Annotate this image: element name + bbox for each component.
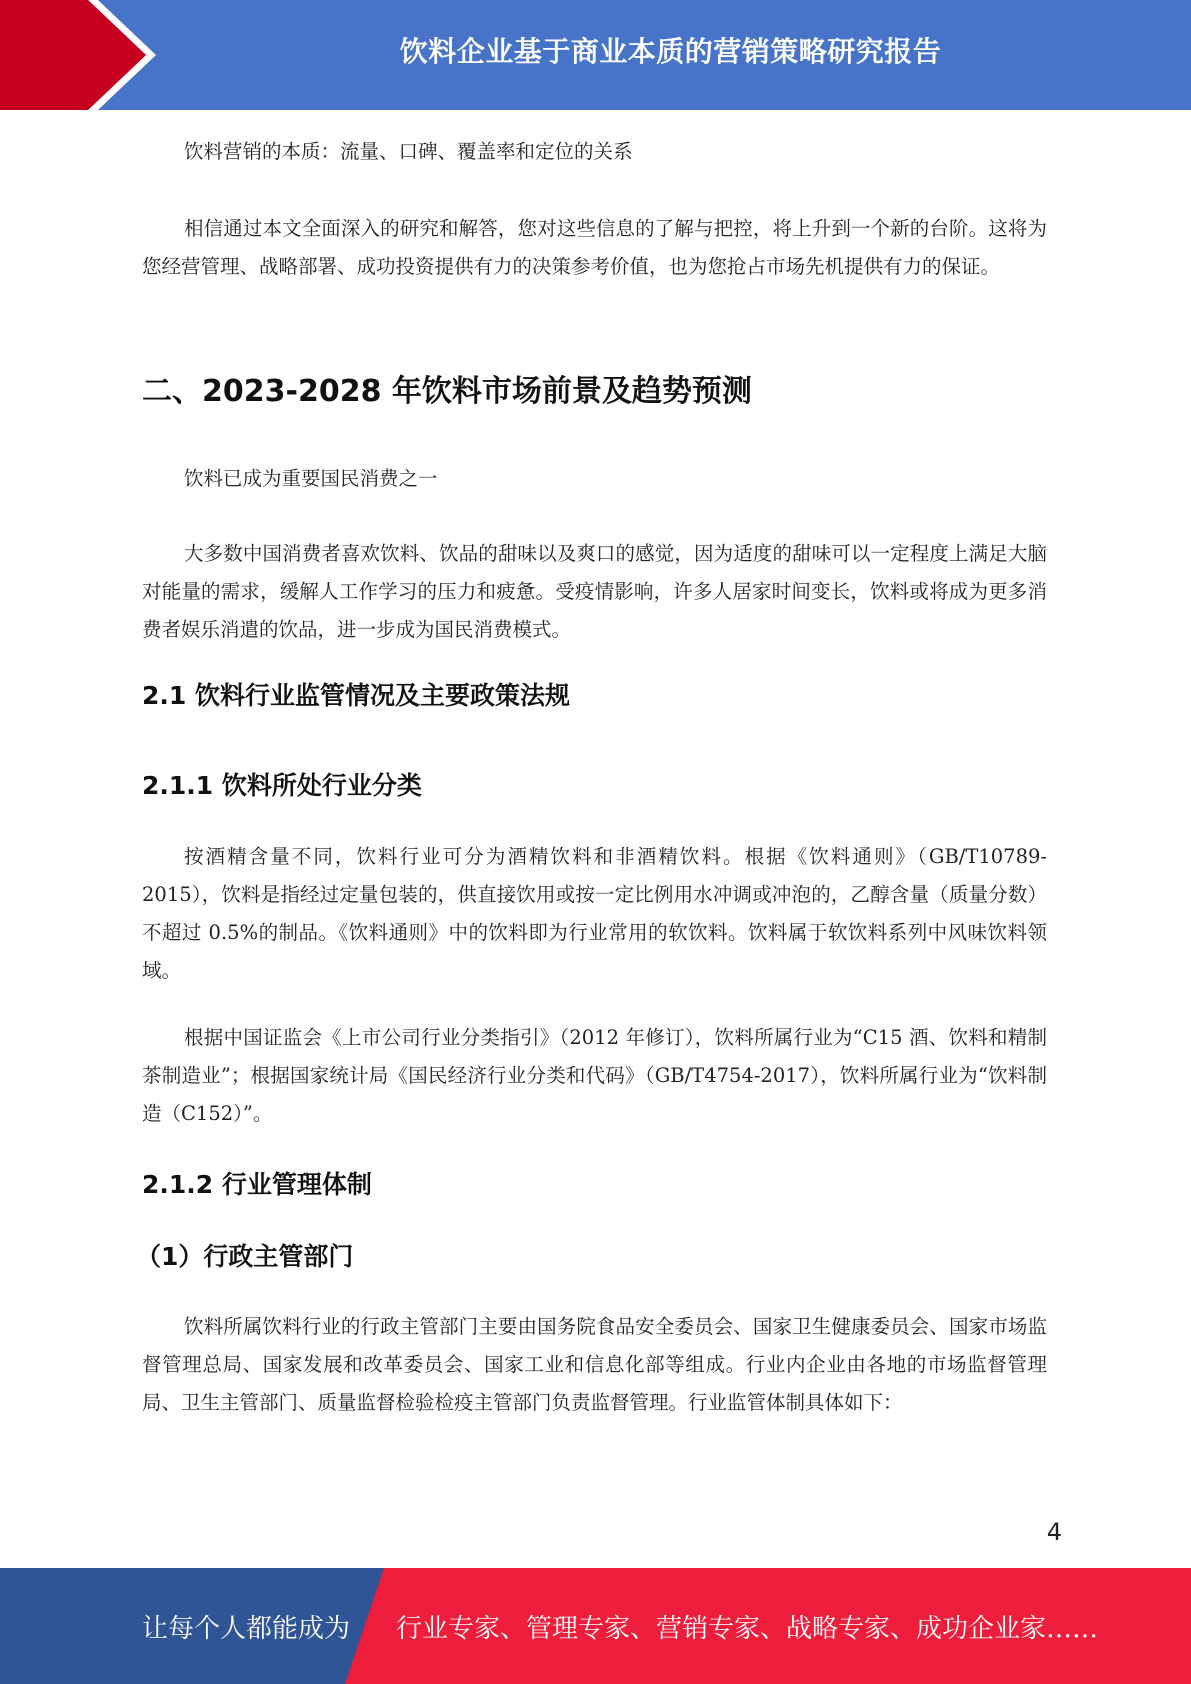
paragraph-intro-value: 相信通过本文全面深入的研究和解答，您对这些信息的了解与把控，将上升到一个新的台阶。这将为您经营管理、战略部署、成功投资提供有力的决策参考价值，也为您抢占市场先机提供有力的保证。 xyxy=(142,217,1047,278)
section-heading-market-outlook: 二、2023-2028 年饮料市场前景及趋势预测 xyxy=(142,374,752,409)
subsection-heading-2-1-2: 2.1.2 行业管理体制 xyxy=(142,1170,372,1199)
subsection-heading-2-1-1: 2.1.1 饮料所处行业分类 xyxy=(142,771,422,800)
report-title: 饮料企业基于商业本质的营销策略研究报告 xyxy=(399,35,942,68)
paragraph-csrc-classification: 根据中国证监会《上市公司行业分类指引》（2012 年修订），饮料所属行业为“C15 酒、饮料和精制茶制造业”；根据国家统计局《国民经济行业分类和代码》（GB/T4754-2017），饮料所属行业为“饮料制造（C152）”。 xyxy=(142,1026,1047,1125)
paragraph-marketing-essence: 饮料营销的本质：流量、口碑、覆盖率和定位的关系 xyxy=(184,140,633,163)
paragraph-consumer-preference: 大多数中国消费者喜欢饮料、饮品的甜味以及爽口的感觉，因为适度的甜味可以一定程度上满足大脑对能量的需求，缓解人工作学习的压力和疲惫。受疫情影响，许多人居家时间变长，饮料或将成为更多消费者娱乐消遣的饮品，进一步成为国民消费模式。 xyxy=(142,542,1047,641)
page-number: 4 xyxy=(1046,1518,1062,1546)
page-header xyxy=(0,0,1191,110)
paragraph-regulatory-authorities: 饮料所属饮料行业的行政主管部门主要由国务院食品安全委员会、国家卫生健康委员会、国家市场监督管理总局、国家发展和改革委员会、国家工业和信息化部等组成。行业内企业由各地的市场监督管理局、卫生主管部门、质量监督检验检疫主管部门负责监督管理。行业监管体制具体如下： xyxy=(142,1315,1047,1414)
page-footer xyxy=(0,1568,1191,1684)
heading-administrative-departments: （1）行政主管部门 xyxy=(136,1242,354,1271)
subsection-heading-2-1: 2.1 饮料行业监管情况及主要政策法规 xyxy=(142,681,570,710)
paragraph-industry-classification: 按酒精含量不同，饮料行业可分为酒精饮料和非酒精饮料。根据《饮料通则》（GB/T10789-2015），饮料是指经过定量包装的，供直接饮用或按一定比例用水冲调或冲泡的，乙醇含量（质量分数）不超过 0.5%的制品。《饮料通则》中的饮料即为行业常用的软饮料。饮料属于软饮料系列中风味饮料领域。 xyxy=(142,845,1047,982)
footer-slogan-left: 让每个人都能成为 xyxy=(142,1613,351,1644)
footer-slogan-right: 行业专家、管理专家、营销专家、战略专家、成功企业家…… xyxy=(396,1613,1099,1644)
paragraph-national-consumption: 饮料已成为重要国民消费之一 xyxy=(184,467,438,490)
